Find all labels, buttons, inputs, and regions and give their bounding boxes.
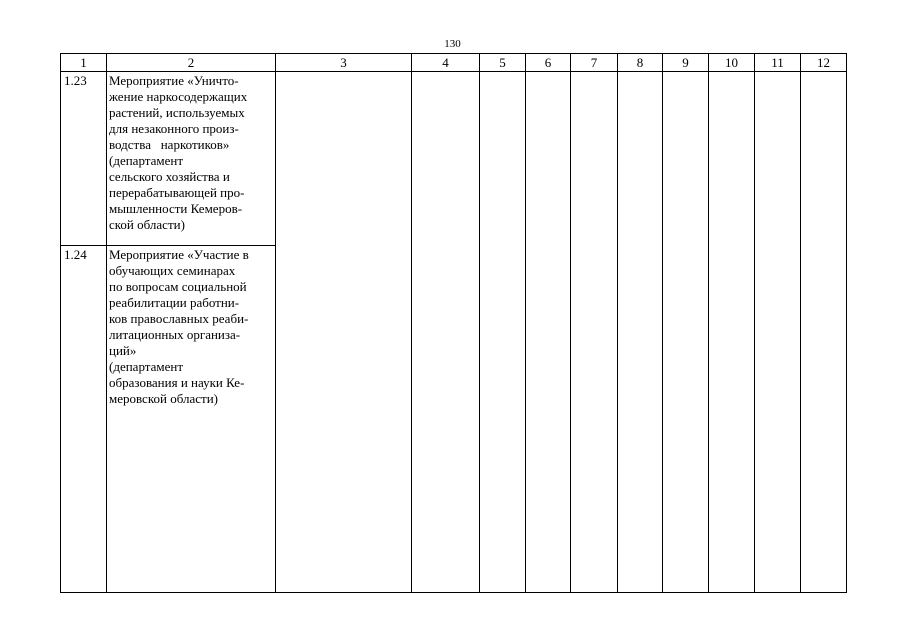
description-line: ций» bbox=[109, 343, 137, 358]
column-header-9: 9 bbox=[663, 54, 709, 72]
description-line: образования и науки Ке- bbox=[109, 375, 245, 390]
column-header-7: 7 bbox=[571, 54, 618, 72]
column-header-12: 12 bbox=[801, 54, 847, 72]
table-row bbox=[61, 72, 847, 246]
description-line: сельского хозяйства и bbox=[109, 169, 230, 184]
row-number: 1.24 bbox=[61, 246, 107, 593]
description-line: (департамент bbox=[109, 153, 184, 168]
column-header-11: 11 bbox=[755, 54, 801, 72]
description-line: Мероприятие «Уничто- bbox=[109, 73, 239, 88]
table-cell-col7 bbox=[571, 72, 618, 593]
column-header-10: 10 bbox=[709, 54, 755, 72]
activity-description bbox=[107, 72, 276, 246]
description-line: литационных организа- bbox=[109, 327, 241, 342]
description-line: водства наркотиков» bbox=[109, 137, 230, 152]
description-line: жение наркосодержащих bbox=[109, 89, 248, 104]
table-cell-col12 bbox=[801, 72, 847, 593]
table-cell-col11 bbox=[755, 72, 801, 593]
activity-description bbox=[107, 246, 276, 593]
description-line: мышленности Кемеров- bbox=[109, 201, 243, 216]
description-line: меровской области) bbox=[109, 391, 218, 406]
table-cell-col10 bbox=[709, 72, 755, 593]
description-line: ской области) bbox=[109, 217, 185, 232]
column-header-6: 6 bbox=[526, 54, 571, 72]
description-line: по вопросам социальной bbox=[109, 279, 247, 294]
description-line: перерабатывающей про- bbox=[109, 185, 245, 200]
table-cell-col8 bbox=[618, 72, 663, 593]
row-number: 1.23 bbox=[61, 72, 107, 246]
activities-table bbox=[60, 53, 847, 593]
description-line: Мероприятие «Участие в bbox=[109, 247, 249, 262]
table-cell-col5 bbox=[480, 72, 526, 593]
description-line: (департамент bbox=[109, 359, 184, 374]
description-line: ков православных реаби- bbox=[109, 311, 249, 326]
table-cell-col6 bbox=[526, 72, 571, 593]
column-header-3: 3 bbox=[276, 54, 412, 72]
description-line: обучающих семинарах bbox=[109, 263, 236, 278]
column-header-8: 8 bbox=[618, 54, 663, 72]
column-header-1: 1 bbox=[61, 54, 107, 72]
page-number: 130 bbox=[444, 38, 461, 50]
column-header-5: 5 bbox=[480, 54, 526, 72]
column-header-2: 2 bbox=[107, 54, 276, 72]
header-row bbox=[61, 54, 847, 72]
column-header-4: 4 bbox=[412, 54, 480, 72]
table-cell-col3 bbox=[276, 72, 412, 593]
table-cell-col4 bbox=[412, 72, 480, 593]
description-line: для незаконного произ- bbox=[109, 121, 239, 136]
description-line: растений, используемых bbox=[109, 105, 245, 120]
description-line: реабилитации работни- bbox=[109, 295, 240, 310]
table-cell-col9 bbox=[663, 72, 709, 593]
